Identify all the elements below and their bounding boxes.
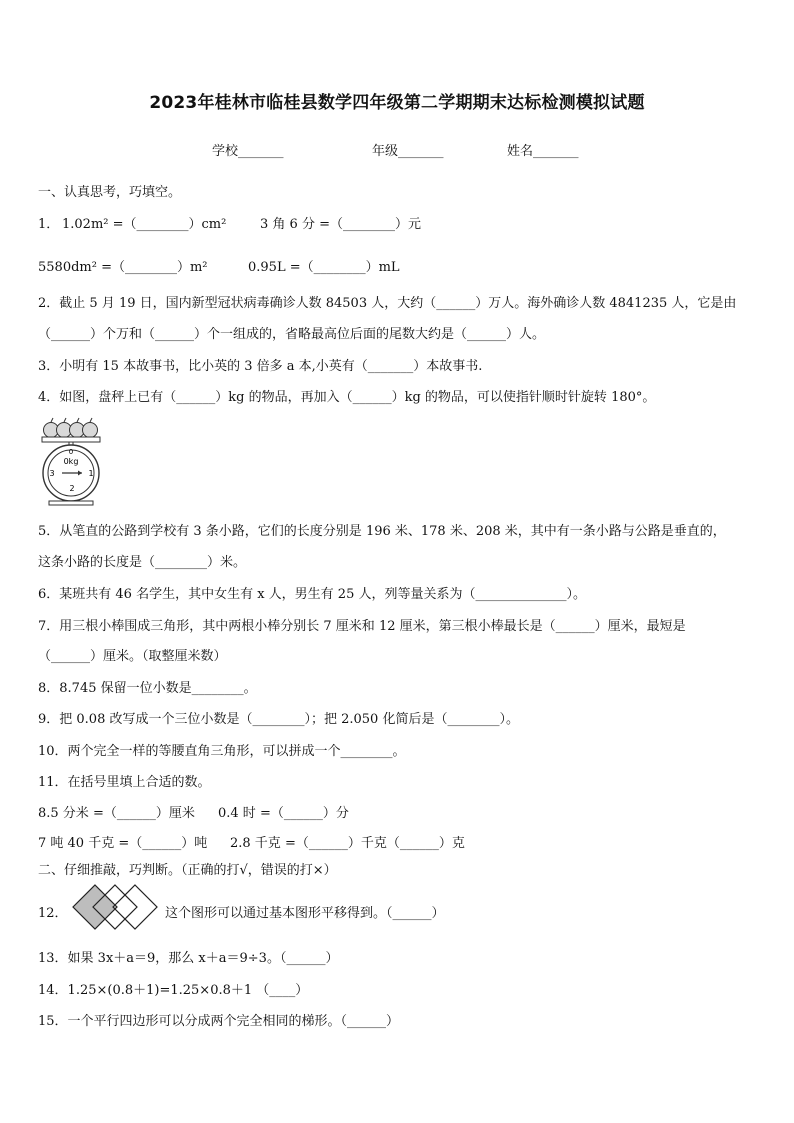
question-7-line-2: （______）厘米。（取整厘米数） [38, 649, 227, 664]
dial-label-right: 1 [88, 469, 94, 478]
name-field: 姓名_______ [507, 144, 579, 159]
page-title: 2023年桂林市临桂县数学四年级第二学期期末达标检测模拟试题 [149, 93, 645, 113]
question-11-part-a: 8.5 分米 =（______）厘米 [38, 806, 195, 821]
dial-label-left: 3 [49, 469, 55, 478]
question-1-part-a: 1.02m² =（________）cm² [62, 217, 227, 232]
question-2-line-1: 2．截止 5 月 19 日，国内新型冠状病毒确诊人数 84503 人，大约（______）万人。海外确诊人数 4841235 人，它是由 [38, 296, 737, 311]
school-field: 学校_______ [212, 144, 284, 159]
question-1-number: 1． [38, 217, 60, 232]
question-11-part-c: 7 吨 40 千克 =（______）吨 [38, 836, 208, 851]
question-10: 10．两个完全一样的等腰直角三角形，可以拼成一个________。 [38, 744, 406, 759]
question-11-part-b: 0.4 时 =（______）分 [218, 806, 349, 821]
dial-label-top: 0 [68, 448, 74, 456]
question-14: 14．1.25×(0.8＋1)=1.25×0.8＋1 （____） [38, 983, 309, 998]
question-4: 4．如图，盘秤上已有（______）kg 的物品，再加入（______）kg 的物品，可以使指针顺时针旋转 180°。 [38, 390, 656, 405]
question-8: 8．8.745 保留一位小数是________。 [38, 681, 257, 696]
question-13: 13．如果 3x＋a＝9，那么 x＋a＝9÷3。（______） [38, 951, 339, 966]
apples [44, 418, 98, 438]
question-5-line-2: 这条小路的长度是（________）米。 [38, 555, 247, 570]
question-11: 11．在括号里填上合适的数。 [38, 775, 211, 790]
question-7-line-1: 7．用三根小棒围成三角形，其中两根小棒分别长 7 厘米和 12 厘米，第三根小棒最长是（______）厘米，最短是 [38, 619, 686, 634]
question-5-line-1: 5．从笔直的公路到学校有 3 条小路，它们的长度分别是 196 米、178 米、208 米，其中有一条小路与公路是垂直的， [38, 524, 726, 539]
question-1-part-d: 0.95L =（________）mL [248, 260, 400, 275]
question-2-line-2: （______）个万和（______）个一组成的，省略最高位后面的尾数大约是（______）人。 [38, 327, 546, 342]
scale-figure [38, 413, 106, 509]
dial-label-center: 0kg [63, 457, 79, 466]
scale-pan [42, 437, 100, 442]
grade-field: 年级_______ [372, 144, 444, 159]
question-9: 9．把 0.08 改写成一个三位小数是（________）；把 2.050 化简后是（________）。 [38, 712, 519, 727]
question-3: 3．小明有 15 本故事书，比小英的 3 倍多 a 本,小英有（_______）本故事书. [38, 359, 483, 374]
scale-base [49, 501, 93, 505]
section-2-heading: 二、仔细推敲，巧判断。（正确的打√，错误的打×） [38, 863, 337, 878]
section-1-heading: 一、认真思考，巧填空。 [38, 185, 182, 200]
question-12-text: 这个图形可以通过基本图形平移得到。（______） [165, 906, 445, 921]
question-15: 15．一个平行四边形可以分成两个完全相同的梯形。（______） [38, 1014, 400, 1029]
rhombus-pattern-figure [70, 883, 162, 931]
question-6: 6．某班共有 46 名学生，其中女生有 x 人，男生有 25 人，列等量关系为（______________）。 [38, 587, 586, 602]
question-1-part-c: 5580dm² =（________）m² [38, 260, 208, 275]
question-1-part-b: 3 角 6 分 =（________）元 [260, 217, 421, 232]
question-11-part-d: 2.8 千克 =（______）千克（______）克 [230, 836, 465, 851]
dial-label-bottom: 2 [69, 484, 75, 493]
question-12-number: 12． [38, 906, 68, 921]
